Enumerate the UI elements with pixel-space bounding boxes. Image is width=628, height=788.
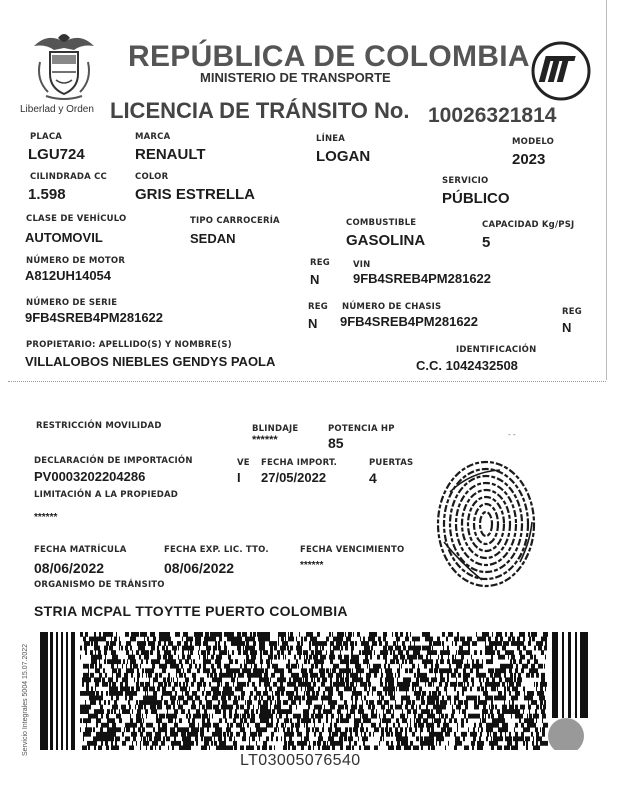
fecha-matricula-value: 08/06/2022 (34, 560, 105, 576)
potencia-label: POTENCIA HP (328, 424, 395, 434)
pdf417-barcode (40, 632, 596, 750)
placa-label: PLACA (30, 132, 63, 142)
reg2-value: N (308, 316, 318, 331)
fecha-matricula-label: FECHA MATRÍCULA (34, 545, 127, 555)
reg2-label: REG (308, 302, 328, 312)
document-number: 10026321814 (428, 104, 557, 127)
fecha-exp-label: FECHA EXP. LIC. TTO. (164, 545, 269, 555)
hologram-seal-icon (548, 718, 584, 750)
fecha-exp-value: 08/06/2022 (164, 560, 235, 576)
clase-label: CLASE DE VEHÍCULO (26, 214, 127, 224)
combustible-label: COMBUSTIBLE (346, 218, 417, 228)
reg1-label: REG (310, 258, 330, 268)
blindaje-value: ****** (252, 434, 278, 446)
serial-number: LT03005076540 (240, 752, 361, 769)
color-label: COLOR (135, 172, 169, 182)
organismo-value: STRIA MCPAL TTOYTTE PUERTO COLOMBIA (34, 603, 348, 619)
capacidad-label: CAPACIDAD Kg/PSJ (482, 220, 575, 230)
fecha-venc-label: FECHA VENCIMIENTO (300, 545, 405, 555)
scan-mark: - - (508, 430, 516, 439)
vin-value: 9FB4SREB4PM281622 (353, 271, 492, 286)
motto: Liberlad y Orden (20, 104, 94, 115)
reg1-value: N (310, 272, 320, 287)
declaracion-label: DECLARACIÓN DE IMPORTACIÓN (34, 456, 193, 466)
restriccion-label: RESTRICCIÓN MOVILIDAD (36, 421, 162, 431)
puertas-value: 4 (369, 470, 377, 486)
serie-value: 9FB4SREB4PM281622 (25, 310, 164, 325)
servicio-label: SERVICIO (442, 176, 489, 186)
ve-value: I (237, 470, 241, 485)
carroceria-value: SEDAN (190, 231, 236, 246)
marca-label: MARCA (135, 132, 171, 142)
serie-label: NÚMERO DE SERIE (26, 298, 118, 308)
reg3-label: REG (562, 307, 582, 317)
marca-value: RENAULT (135, 146, 206, 163)
side-print-text: Servicio Integrales 5004 15.07.2022 (22, 643, 29, 756)
limitacion-value: ****** (34, 512, 58, 523)
ve-label: VE (237, 458, 250, 468)
country-title: REPÚBLICA DE COLOMBIA (128, 40, 530, 73)
motor-label: NÚMERO DE MOTOR (26, 256, 126, 266)
clase-value: AUTOMOVIL (25, 230, 103, 245)
linea-value: LOGAN (316, 148, 371, 165)
fecha-import-value: 27/05/2022 (261, 470, 327, 485)
card-divider (8, 381, 606, 382)
combustible-value: GASOLINA (346, 232, 426, 249)
motor-value: A812UH14054 (25, 268, 112, 283)
fingerprint-icon (430, 452, 542, 592)
cilindrada-value: 1.598 (28, 186, 66, 203)
identificacion-label: IDENTIFICACIÓN (456, 345, 537, 355)
fecha-import-label: FECHA IMPORT. (261, 458, 338, 468)
ministry-title: MINISTERIO DE TRANSPORTE (200, 70, 391, 85)
document-title: LICENCIA DE TRÁNSITO No. (110, 98, 410, 123)
color-value: GRIS ESTRELLA (135, 186, 256, 203)
servicio-value: PÚBLICO (442, 190, 510, 207)
declaracion-value: PV0003202204286 (34, 469, 146, 484)
organismo-label: ORGANISMO DE TRÁNSITO (34, 580, 165, 590)
ministry-logo-icon (530, 40, 592, 102)
capacidad-value: 5 (482, 234, 491, 251)
linea-label: LÍNEA (316, 134, 346, 144)
modelo-value: 2023 (512, 151, 546, 168)
identificacion-value: C.C. 1042432508 (416, 358, 518, 373)
propietario-label: PROPIETARIO: APELLIDO(S) Y NOMBRE(S) (26, 340, 232, 350)
modelo-label: MODELO (512, 137, 555, 147)
cilindrada-label: CILINDRADA CC (30, 172, 107, 182)
puertas-label: PUERTAS (369, 458, 414, 468)
fecha-venc-value: ****** (300, 560, 324, 571)
blindaje-label: BLINDAJE (252, 424, 299, 434)
limitacion-label: LIMITACIÓN A LA PROPIEDAD (34, 490, 178, 500)
potencia-value: 85 (328, 435, 344, 451)
chasis-value: 9FB4SREB4PM281622 (340, 314, 479, 329)
placa-value: LGU724 (28, 146, 85, 163)
vin-label: VIN (353, 260, 371, 270)
chasis-label: NÚMERO DE CHASIS (342, 302, 442, 312)
carroceria-label: TIPO CARROCERÍA (190, 216, 280, 226)
propietario-value: VILLALOBOS NIEBLES GENDYS PAOLA (25, 354, 276, 369)
reg3-value: N (562, 320, 572, 335)
coat-of-arms-icon (28, 28, 100, 104)
